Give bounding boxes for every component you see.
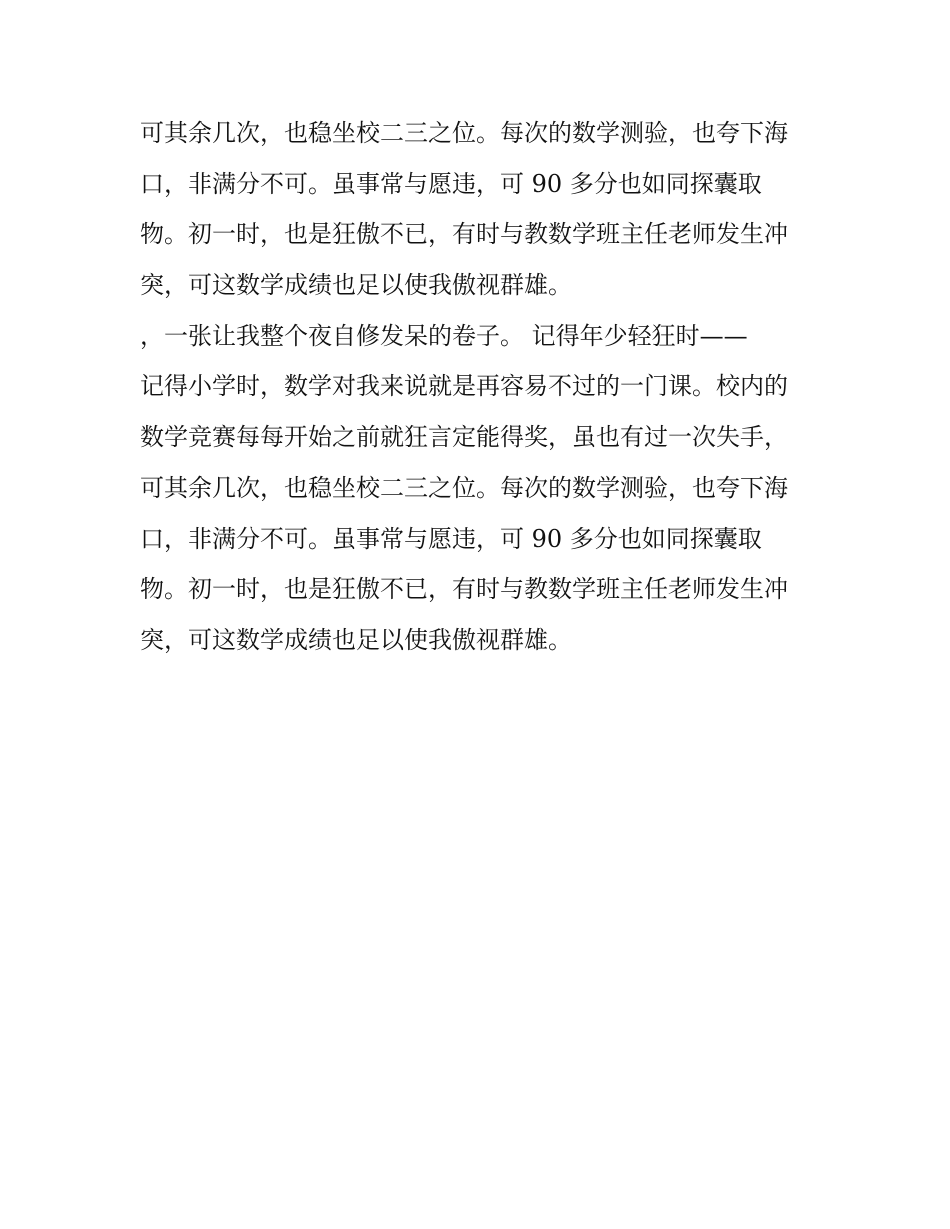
text-line: 记得小学时，数学对我来说就是再容易不过的一门课。校内的 — [140, 372, 788, 401]
text-line: 口，非满分不可。虽事常与愿违，可 90 多分也如同探囊取 — [140, 169, 762, 198]
text-line: 可其余几次，也稳坐校二三之位。每次的数学测验，也夸下海 — [140, 119, 788, 147]
text-line: 数学竞赛每每开始之前就狂言定能得奖，虽也有过一次失手， — [140, 423, 788, 452]
text-line: ，一张让我整个夜自修发呆的卷子。 记得年少轻狂时—— — [140, 321, 748, 350]
text-line: 物。初一时，也是狂傲不已，有时与教数学班主任老师发生冲 — [140, 575, 788, 604]
text-line: 突，可这数学成绩也足以使我傲视群雄。 — [140, 271, 572, 300]
text-line: 突，可这数学成绩也足以使我傲视群雄。 — [140, 625, 572, 654]
text-line: 物。初一时，也是狂傲不已，有时与教数学班主任老师发生冲 — [140, 220, 788, 249]
document-body — [140, 108, 840, 666]
text-line: 可其余几次，也稳坐校二三之位。每次的数学测验，也夸下海 — [140, 473, 788, 502]
text-line: 口，非满分不可。虽事常与愿违，可 90 多分也如同探囊取 — [140, 524, 762, 553]
